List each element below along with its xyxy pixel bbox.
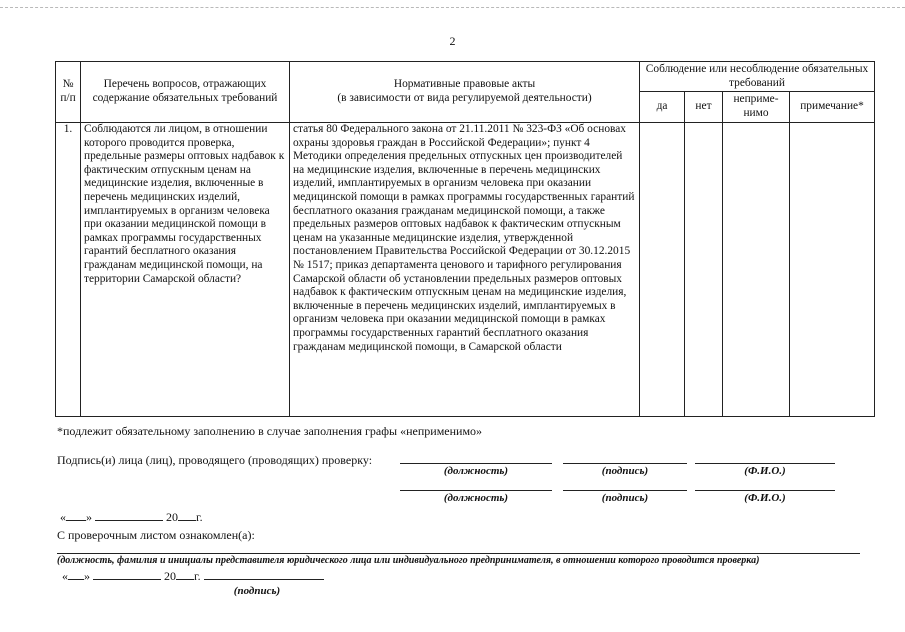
acquainted-label: С проверочным листом ознакомлен(а):: [57, 528, 255, 542]
row-question: Соблюдаются ли лицом, в отношении которого проводится проверка, предельные размеры оптовых надбавок к фактическим отпускным ценам на медицинские изделия, включенные в перечень медицинских изделий, имплантируемых в организм человека при оказании медицинской помощи в рамках программы государственных гарантий бесплатного оказания гражданам медицинской помощи, на территории Самарской области?: [81, 123, 290, 417]
row-number: 1.: [56, 123, 81, 417]
date-quote-open: «: [62, 569, 68, 583]
checklist-table: [55, 61, 875, 417]
year-field[interactable]: [176, 579, 194, 580]
header-num: № п/п: [56, 62, 81, 123]
header-questions: Перечень вопросов, отражающих содержание обязательных требований: [81, 62, 290, 123]
header-yes: да: [640, 92, 685, 123]
acquainted-sign-caption: (подпись): [233, 585, 281, 597]
date-quote-close: »: [86, 510, 92, 524]
cell-not-applicable[interactable]: [723, 123, 790, 417]
date-quote-close: »: [84, 569, 90, 583]
row-acts: статья 80 Федерального закона от 21.11.2011 № 323-ФЗ «Об основах охраны здоровья граждан в Российской Федерации»; пункт 4 Методики определения предельных отпускных цен производителей на медицинские изделия, включенные в перечень медицинских изделий, имплантируемых в организм человека при оказании медицинской помощи в рамках программы государственных гарантий бесплатного оказания гражданам медицинской помощи, а также предельных размеров оптовых надбавок к фактическим отпускным ценам на указанные медицинские изделия, утвержденной постановлением Правительства Российской Федерации от 30.12.2015 № 1517; приказ департамента ценового и тарифного регулирования Самарской области об установлении предельных размеров оптовых надбавок к фактическим отпускным ценам на медицинские изделия, включенные в перечень медицинских изделий, имплантируемых в организм человека при оказании медицинской помощи в рамках программы государственных гарантий бесплатного оказания гражданам медицинской помощи, в Самарской области: [290, 123, 640, 417]
signature-label: Подпись(и) лица (лиц), проводящего (проводящих) проверку:: [57, 453, 373, 467]
header-not-applicable: неприме-нимо: [723, 92, 790, 123]
position-line-1[interactable]: [400, 463, 552, 464]
day-field[interactable]: [66, 520, 86, 521]
sign-line-2[interactable]: [563, 490, 687, 491]
year-suffix: г.: [194, 569, 201, 583]
position-caption-1: (должность): [443, 465, 509, 477]
fio-caption-1: (Ф.И.О.): [744, 465, 786, 477]
header-note: примечание*: [790, 92, 875, 123]
fio-line-1[interactable]: [695, 463, 835, 464]
page-top-edge: [0, 7, 905, 8]
page-number: 2: [449, 34, 456, 48]
position-caption-2: (должность): [443, 492, 509, 504]
cell-note[interactable]: [790, 123, 875, 417]
sign-caption-2: (подпись): [601, 492, 649, 504]
header-acts-subtitle: (в зависимости от вида регулируемой деятельности): [337, 92, 592, 104]
day-field[interactable]: [68, 579, 84, 580]
year-field[interactable]: [178, 520, 196, 521]
fio-line-2[interactable]: [695, 490, 835, 491]
acquainted-line[interactable]: [57, 553, 860, 554]
header-compliance: Соблюдение или несоблюдение обязательных требований: [640, 62, 875, 92]
position-line-2[interactable]: [400, 490, 552, 491]
year-prefix: 20: [164, 569, 176, 583]
header-acts: [290, 62, 640, 123]
acquainted-sign-field[interactable]: [204, 579, 324, 580]
month-field[interactable]: [93, 579, 161, 580]
date-line-1: [60, 510, 203, 525]
year-suffix: г.: [196, 510, 203, 524]
sign-caption-1: (подпись): [601, 465, 649, 477]
fio-caption-2: (Ф.И.О.): [744, 492, 786, 504]
cell-no[interactable]: [685, 123, 723, 417]
footnote: *подлежит обязательному заполнению в случае заполнения графы «неприменимо»: [57, 424, 483, 438]
month-field[interactable]: [95, 520, 163, 521]
date-line-2: [62, 569, 324, 584]
year-prefix: 20: [166, 510, 178, 524]
date-quote-open: «: [60, 510, 66, 524]
cell-yes[interactable]: [640, 123, 685, 417]
sign-line-1[interactable]: [563, 463, 687, 464]
acquainted-caption: (должность, фамилия и инициалы представителя юридического лица или индивидуального предпринимателя, в отношении которого проводится проверка): [57, 555, 760, 566]
header-no: нет: [685, 92, 723, 123]
header-acts-title: Нормативные правовые акты: [393, 78, 536, 91]
table-row: [56, 123, 875, 417]
table-header-row: [56, 62, 875, 92]
